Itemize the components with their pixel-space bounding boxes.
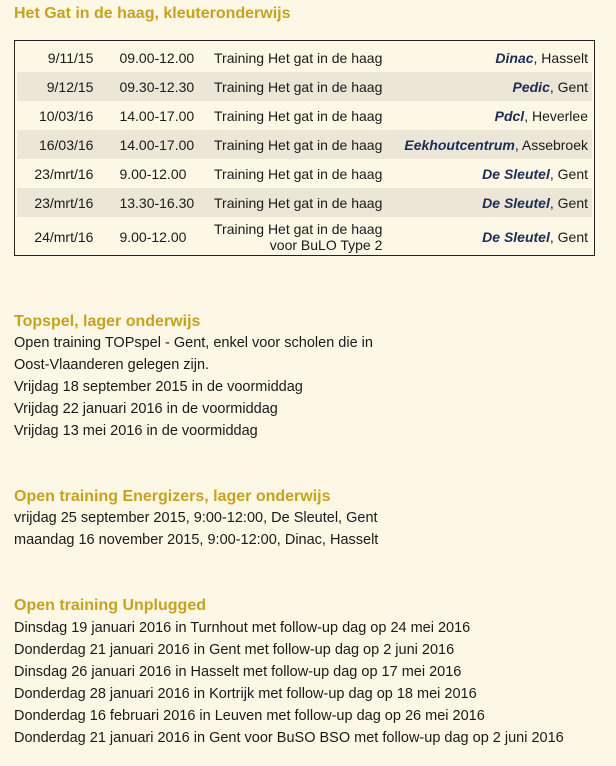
row-location [400,101,592,130]
text-line: Vrijdag 18 september 2015 in de voormiddag [14,379,303,395]
row-time: 9.00-12.00 [119,229,187,245]
text-line: Dinsdag 19 januari 2016 in Turnhout met follow-up dag op 24 mei 2016 [14,620,471,636]
row-venue: De Sleutel [482,194,550,211]
row-title [210,130,400,159]
row-city: , Gent [549,194,588,211]
row-city: , Assebroek [514,136,588,153]
row-date: 9/11/15 [47,49,94,66]
row-title [210,217,400,257]
row-title-line1: Training Het gat in de haag [214,107,383,124]
row-venue: De Sleutel [482,165,550,182]
text-line: vrijdag 25 september 2015, 9:00-12:00, De Sleutel, Gent [14,510,378,526]
section-heading-unplugged: Open training Unplugged [14,597,206,614]
row-date: 16/03/16 [17,130,113,159]
text-line: Donderdag 21 januari 2016 in Gent met follow-up dag op 2 juni 2016 [14,642,455,658]
row-title [210,72,400,101]
section-heading-gat-in-de-haag: Het Gat in de haag, kleuteronderwijs [14,5,291,22]
text-line: Oost-Vlaanderen gelegen zijn. [14,357,210,373]
row-date: 9/12/15 [17,72,113,101]
row-title [210,188,400,217]
topspel-text [14,332,373,442]
text-line: maandag 16 november 2015, 9:00-12:00, Dinac, Hasselt [14,532,379,548]
text-line: Donderdag 16 februari 2016 in Leuven met follow-up dag op 26 mei 2016 [14,708,485,724]
row-venue: De Sleutel [482,229,550,245]
text-line: Dinsdag 26 januari 2016 in Hasselt met follow-up dag op 17 mei 2016 [14,664,462,680]
row-title [210,101,400,130]
row-venue: Pdcl [494,107,525,124]
row-title [210,159,400,188]
row-time: 14.00-17.00 [119,107,195,124]
row-city: , Gent [549,78,588,95]
row-venue: Dinac [495,49,534,66]
row-date: 24/mrt/16 [34,229,94,245]
row-venue: Pedic [512,78,550,95]
row-title-line1: Training Het gat in de haag [214,165,383,182]
row-city: , Hasselt [533,49,588,66]
row-date: 23/mrt/16 [17,188,113,217]
row-title-line1: Training Het gat in de haag [214,49,383,66]
row-title [210,43,400,72]
table-row [17,159,592,188]
row-date: 23/mrt/16 [34,165,94,182]
section-heading-energizers: Open training Energizers, lager onderwijs [14,488,331,505]
text-line: Vrijdag 22 januari 2016 in de voormiddag [14,401,278,417]
text-line: Donderdag 21 januari 2016 in Gent voor BuSO BSO met follow-up dag op 2 juni 2016 [14,730,564,746]
row-title-line2: voor BuLO Type 2 [269,237,383,253]
row-city: , Heverlee [524,107,588,124]
row-location [400,217,592,257]
row-time: 13.30-16.30 [113,188,210,217]
row-city: , Gent [549,165,588,182]
row-time: 09.00-12.00 [119,49,195,66]
row-venue: Eekhoutcentrum [404,136,515,153]
row-time: 9.00-12.00 [119,165,187,182]
section-heading-topspel: Topspel, lager onderwijs [14,313,201,330]
table-row [17,130,592,159]
row-location [400,72,592,101]
row-title-line1: Training Het gat in de haag [214,78,383,95]
row-date: 10/03/16 [38,107,94,124]
text-line: Open training TOPspel - Gent, enkel voor scholen die in [14,335,373,351]
row-location [400,43,592,72]
training-schedule-table [14,40,595,256]
row-location [400,159,592,188]
text-line: Donderdag 28 januari 2016 in Kortrijk met follow-up dag op 18 mei 2016 [14,686,477,702]
table-row [17,217,592,257]
table-row [17,72,592,101]
row-title-line1: Training Het gat in de haag [214,136,383,153]
row-title-line1: Training Het gat in de haag [214,194,383,211]
row-location [400,130,592,159]
unplugged-text [14,617,564,749]
row-title-line1: Training Het gat in de haag [214,221,383,237]
row-time: 09.30-12.30 [113,72,210,101]
table-row [17,43,592,72]
row-city: , Gent [549,229,588,245]
row-location [400,188,592,217]
energizers-text [14,507,378,551]
row-time: 14.00-17.00 [113,130,210,159]
text-line: Vrijdag 13 mei 2016 in de voormiddag [14,423,258,439]
table-row [17,101,592,130]
table-row [17,188,592,217]
